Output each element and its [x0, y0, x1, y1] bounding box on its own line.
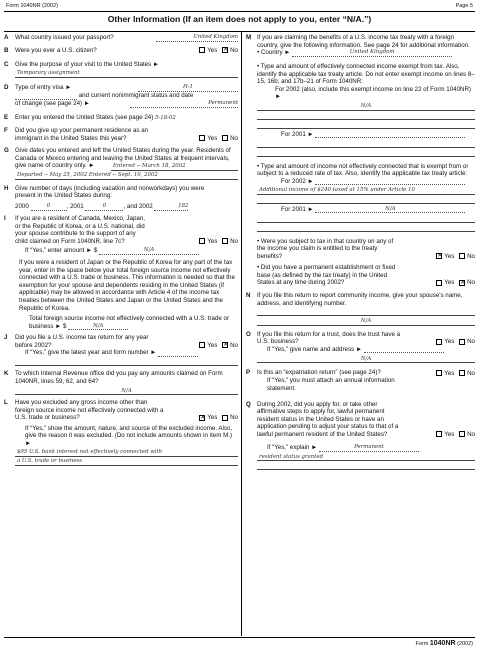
title-rule [4, 31, 475, 32]
page-title: Other Information (If an item does not apply to you, enter “N/A.”) [107, 14, 372, 24]
item-l: L Have you excluded any gross income other than foreign source income not effectively connected with a U.S. trade or business? ✕ Yes No If “Yes,” show the amount, nature, and source of the excluded income. Also, give the reason it was excluded. (Do not include amounts shown in item M.) ► $95 U.S. bank interest not effectively connected with a U.S. trade or business [4, 399, 238, 465]
trust-name-field[interactable] [364, 346, 444, 353]
item-q: Q During 2002, did you apply for, or take other affirmative steps to apply for, lawful permanent resident status in the United States or have an application pending to adjust your status to that of a lawful permanent resident of the United States? Yes No If “Yes,” explain ► Permanent resident status granted [246, 401, 475, 471]
days-2002-field[interactable]: 182 [154, 203, 188, 211]
j-yes-checkbox[interactable] [199, 342, 205, 348]
spouse-info-line-1[interactable] [257, 308, 475, 316]
bottom-rule [4, 637, 475, 638]
f-yes-checkbox[interactable] [199, 135, 205, 141]
item-m: M If you are claiming the benefits of a U.S. income tax treaty with a foreign country, give the following information. See page 24 for additional information. • Country ► United Kingdom • Type and amount of effectively connected income exempt from tax. Also, identify the applicable tax treaty article. Do not enter exempt income on lines 8–15, 16b, and 17b–21 of Form 1040NR: For 2002 (also, include this exempt income on line 22 of Form 1040NR) ► N/A For 2001 ► • Type and amount of income not effectively connected that is exempt from or subject to a reduced rate of tax. Also, identify the applicable tax treaty article: For 2002 ► Additional income of $240 taxed at 15% under Article 10 For 2001 ► N/A • Were you subject to tax in that country on any of the income you claim is entitled to the treaty benefits? ✕ Yes No • Did you have a permanent establishment or fixed base (as defined by the tax treaty) in the United States at any time during 2002? Yes ✕ No [246, 34, 475, 287]
column-divider [241, 32, 242, 636]
o-no-checkbox[interactable] [459, 339, 465, 345]
exempt-2002-line-3[interactable] [257, 121, 475, 129]
item-d: D Type of entry visa ► H-1 and current nonimmigrant status and date of change (see page 24) ► Permanent [4, 84, 238, 107]
item-j: J Did you file a U.S. income tax return for any year before 2002? Yes ✕ No If “Yes,” give the latest year and form number ► [4, 334, 238, 366]
passport-country-field[interactable]: United Kingdom [156, 34, 238, 42]
o-yes-checkbox[interactable] [436, 339, 442, 345]
item-f: F Did you give up your permanent residence as an immigrant in the United States this year? Yes No [4, 127, 238, 142]
item-a: A What country issued your passport? United Kingdom [4, 34, 238, 41]
reduced-rate-2002-line-2[interactable]: Additional income of $240 taxed at 15% under Article 10 [257, 187, 475, 195]
m-establishment-no-checkbox[interactable] [459, 280, 465, 286]
top-rule [4, 11, 475, 12]
days-2001-field[interactable]: 0 [85, 203, 123, 211]
exempt-2001-line-2[interactable] [257, 140, 475, 148]
item-g: G Give dates you entered and left the United States during the year. Residents of Canada or Mexico entering and leaving the United States at frequent intervals, give name of country only. ► Entered -- March 18, 2002 Departed -- May 25, 2002 Entered -- Sept. 10, 2002 [4, 147, 238, 180]
explain-field[interactable]: Permanent [319, 444, 419, 452]
exempt-2001-line-3[interactable] [257, 149, 475, 157]
b-yes-checkbox[interactable] [199, 47, 205, 53]
item-b: B Were you ever a U.S. citizen? Yes ✕ No [4, 47, 238, 55]
left-column [4, 34, 238, 469]
right-column [246, 34, 475, 473]
b-no-checkbox[interactable] [222, 47, 228, 53]
spouse-info-field[interactable]: N/A [257, 317, 475, 326]
l-yes-checkbox[interactable] [199, 415, 205, 421]
i-yes-checkbox[interactable] [199, 238, 205, 244]
m-subject-yes-checkbox[interactable] [436, 253, 442, 259]
page-footer: Form 1040NR (2002) [415, 640, 473, 648]
m-establishment-yes-checkbox[interactable] [436, 280, 442, 286]
explain-line-2[interactable]: resident status granted [257, 453, 475, 461]
item-k: K To which Internal Revenue office did you pay any amounts claimed on Form 1040NR, lines 59, 62, and 64? N/A [4, 370, 238, 395]
p-yes-checkbox[interactable] [436, 370, 442, 376]
item-h: H Give number of days (including vacation and nonworkdays) you were present in the United States during: 2000 0 , 2001 0 , and 2002 182 [4, 184, 205, 210]
l-no-checkbox[interactable] [222, 415, 228, 421]
i-no-checkbox[interactable] [222, 238, 228, 244]
q-no-checkbox[interactable] [459, 431, 465, 437]
explain-line-3[interactable] [257, 462, 475, 470]
page-header [6, 3, 473, 11]
excluded-income-field-2[interactable]: a U.S. trade or business [15, 458, 238, 466]
item-o: O If you file this return for a trust, does the trust have a U.S. business? Yes No If “Yes,” give name and address ► N/A [246, 330, 475, 362]
reduced-rate-2001-field[interactable]: N/A [315, 206, 465, 214]
days-2000-field[interactable]: 0 [31, 203, 67, 211]
reduced-rate-2001-line-3[interactable] [257, 224, 475, 232]
dates-field-2[interactable]: Departed -- May 25, 2002 Entered -- Sept. 10, 2002 [15, 172, 238, 180]
reduced-rate-2002-line-3[interactable] [257, 196, 475, 204]
reduced-rate-2002-field[interactable] [315, 178, 465, 185]
support-amount-field[interactable]: N/A [99, 247, 199, 255]
m-subject-no-checkbox[interactable] [459, 253, 465, 259]
irs-office-field[interactable]: N/A [15, 387, 238, 396]
excluded-income-field-1[interactable]: $95 U.S. bank interest not effectively connected with [15, 449, 238, 457]
j-no-checkbox[interactable] [222, 342, 228, 348]
exempt-2001-field[interactable] [315, 131, 465, 138]
exempt-2002-field[interactable]: N/A [257, 102, 475, 111]
exempt-2002-line-2[interactable] [257, 112, 475, 120]
purpose-field[interactable]: Temporary assignment [15, 70, 238, 78]
form-name: Form 1040NR (2002) [6, 3, 58, 9]
item-e: E Enter you entered the United States (see page 24) 5-18-02 [4, 114, 176, 121]
item-p: P Is this an “expatriation return” (see page 24)? Yes No If “Yes,” you must attach an annual information statement. [246, 369, 475, 393]
latest-year-line[interactable] [15, 358, 238, 366]
entry-date-field[interactable]: 5-18-02 [155, 115, 176, 121]
item-n: N If you file this return to report community income, give your spouse's name, address, and identifying number. N/A [246, 292, 475, 326]
reduced-rate-2001-line-2[interactable] [257, 215, 475, 223]
foreign-income-field[interactable]: N/A [68, 323, 128, 331]
status-field[interactable]: Permanent [130, 100, 238, 108]
dates-field-1[interactable]: Entered -- March 18, 2002 [111, 163, 238, 171]
item-i: I If you are a resident of Canada, Mexico, Japan, or the Republic of Korea, or a U.S. national, did your spouse contribute to the support of any child claimed on Form 1040NR, line 7c? Yes No If “Yes,” enter amount ► $ N/A If you were a resident of Japan or the Republic of Korea for any part of the tax year, enter in the space below your total foreign source income not effectively connected with a U.S. trade or business. This information is needed so that the exemption for your spouse and dependents residing in the United States (if applicable) may be allowed in accordance with Article 4 of the income tax treaties between the United States and Japan or the United States and the Republic of Korea. Total foreign source income not effectively connected with a U.S. trade or business ► $ N/A [4, 214, 238, 330]
item-c: C Give the purpose of your visit to the United States ► Temporary assignment [4, 61, 238, 78]
p-no-checkbox[interactable] [459, 370, 465, 376]
f-no-checkbox[interactable] [222, 135, 228, 141]
trust-address-field[interactable]: N/A [257, 355, 475, 364]
treaty-country-field[interactable]: United Kingdom [292, 49, 452, 57]
visa-type-field[interactable]: H-1 [138, 84, 238, 92]
q-yes-checkbox[interactable] [436, 431, 442, 437]
latest-year-field[interactable] [158, 350, 198, 357]
page-number: Page 5 [455, 3, 473, 9]
